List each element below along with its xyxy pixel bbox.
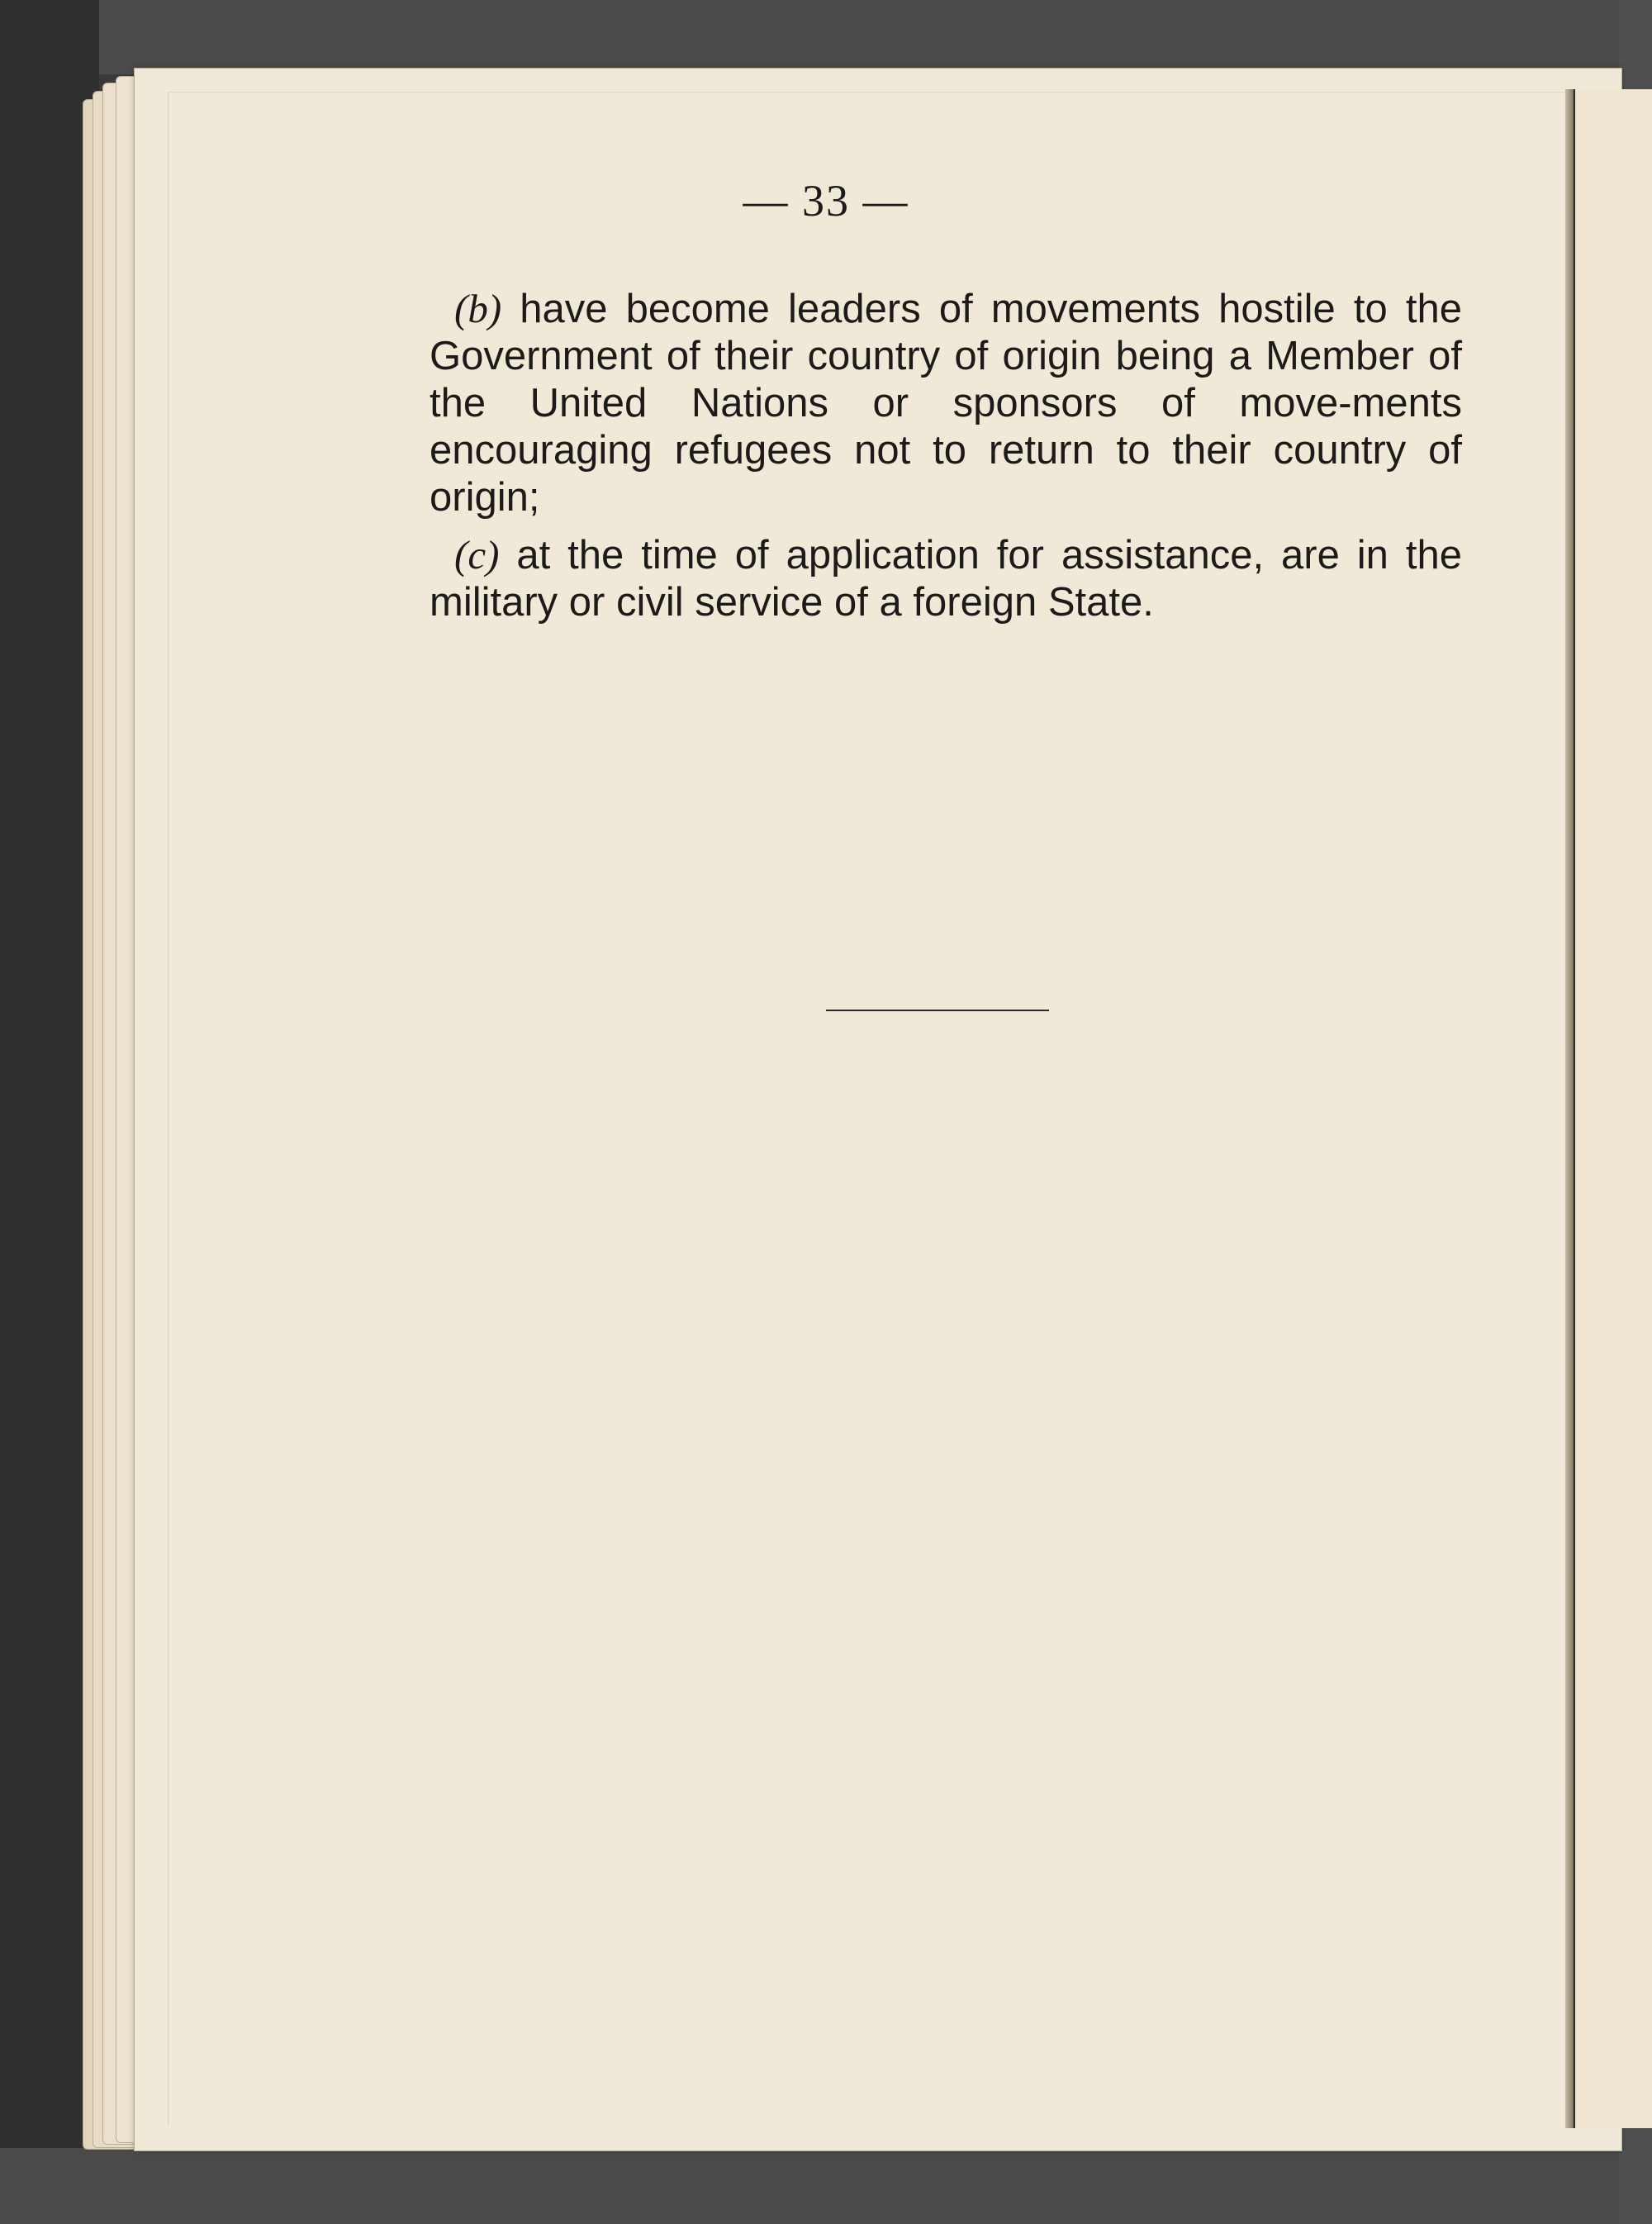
paragraph-b — [430, 285, 1462, 521]
paragraph-c-text: at the time of application for assistance, are in the military or civil service of a foreign State. — [430, 533, 1462, 625]
scan-background-bottom — [0, 2148, 1652, 2224]
paragraph-c — [430, 531, 1462, 626]
scan-background-top — [0, 0, 1652, 74]
page-number: — 33 — — [743, 176, 909, 226]
item-marker-b: (b) — [454, 286, 502, 331]
facing-page — [1574, 89, 1652, 2128]
paragraph-b-text: have become leaders of movements hostile to the Government of their country of origin being a Member of the United Nations or sponsors of move-ments encouraging refugees not to return to their country of origin; — [430, 287, 1462, 520]
body-text — [430, 285, 1462, 626]
item-marker-c: (c) — [454, 532, 500, 577]
section-divider — [826, 1010, 1049, 1011]
